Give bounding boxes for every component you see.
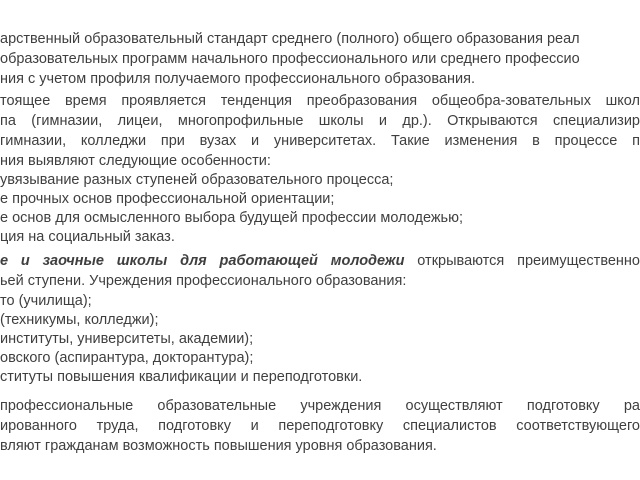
list-item-4: ция на социальный заказ.	[0, 229, 175, 245]
text-line-7: ния выявляют следующие особенности:	[0, 153, 271, 169]
list-item-2: е прочных основ профессиональной ориентации;	[0, 191, 335, 207]
text-line-13: ьей ступени. Учреждения профессионального образования:	[0, 273, 407, 289]
list-item-3: е основ для осмысленного выбора будущей профессии молодежью;	[0, 210, 464, 226]
text-line-4: тоящее время проявляется тенденция преобразования общеобра-зовательных школ	[0, 93, 640, 109]
text-line-6: гимназии, колледжи при вузах и университетах. Такие изменения в процессе п	[0, 133, 640, 149]
emphasis-bold-italic: е и заочные школы для работающей молодежи	[0, 253, 405, 269]
text-line-3: ния с учетом профиля получаемого профессионального образования.	[0, 71, 475, 87]
emphasis-line	[0, 252, 640, 270]
text-line-1: арственный образовательный стандарт среднего (полного) общего образования реал	[0, 31, 580, 47]
institution-item-2: (техникумы, колледжи);	[0, 312, 159, 328]
text-line-21: вляют гражданам возможность повышения уровня образования.	[0, 438, 437, 454]
institution-item-3: институты, университеты, академии);	[0, 331, 254, 347]
institution-item-5: ституты повышения квалификации и переподготовки.	[0, 369, 363, 385]
text-line-20: ированного труда, подготовку и переподготовку специалистов соответствующего	[0, 418, 640, 434]
text-line-19: профессиональные образовательные учреждения осуществляют подготовку ра	[0, 398, 640, 414]
list-item-1: увязывание разных ступеней образовательного процесса;	[0, 172, 394, 188]
institution-item-1: то (училища);	[0, 293, 92, 309]
text-line-5: па (гимназии, лицеи, многопрофильные школы и др.). Открываются специализир	[0, 113, 640, 129]
emphasis-rest: открываются преимущественно	[404, 253, 640, 269]
institution-item-4: овского (аспирантура, докторантура);	[0, 350, 254, 366]
text-line-2: образовательных программ начального профессионального или среднего профессио	[0, 51, 580, 67]
